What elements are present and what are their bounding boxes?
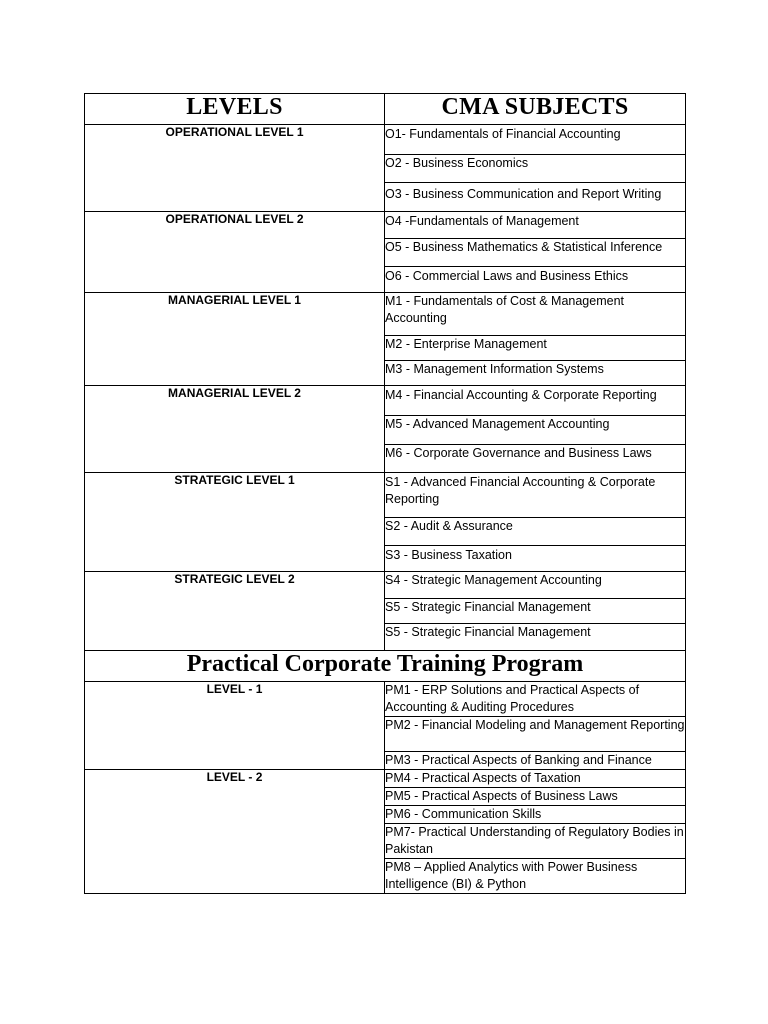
subject-cell: S1 - Advanced Financial Accounting & Corporate Reporting (385, 473, 686, 518)
subject-cell: PM3 - Practical Aspects of Banking and Finance (385, 752, 686, 770)
table-row (85, 125, 686, 155)
subject-cell: PM4 - Practical Aspects of Taxation (385, 770, 686, 788)
subject-cell: M1 - Fundamentals of Cost & Management Accounting (385, 293, 686, 336)
level-cell: STRATEGIC LEVEL 2 (85, 572, 385, 651)
level-cell: OPERATIONAL LEVEL 1 (85, 125, 385, 212)
cma-subjects-table (84, 93, 686, 894)
levels-header: LEVELS (85, 94, 385, 125)
cma-subjects-header: CMA SUBJECTS (385, 94, 686, 125)
subject-cell: M6 - Corporate Governance and Business Laws (385, 445, 686, 473)
subject-cell: S4 - Strategic Management Accounting (385, 572, 686, 599)
table-row (85, 293, 686, 336)
practical-title-row (85, 651, 686, 682)
level-cell: OPERATIONAL LEVEL 2 (85, 212, 385, 293)
table-row (85, 682, 686, 717)
subject-cell: M5 - Advanced Management Accounting (385, 416, 686, 445)
level-cell: LEVEL - 1 (85, 682, 385, 770)
subject-cell: PM1 - ERP Solutions and Practical Aspects of Accounting & Auditing Procedures (385, 682, 686, 717)
subject-cell: M2 - Enterprise Management (385, 336, 686, 361)
subject-cell: O3 - Business Communication and Report Writing (385, 183, 686, 212)
level-cell: MANAGERIAL LEVEL 1 (85, 293, 385, 386)
table-row (85, 212, 686, 239)
level-cell: MANAGERIAL LEVEL 2 (85, 386, 385, 473)
table-row (85, 386, 686, 416)
subject-cell: O6 - Commercial Laws and Business Ethics (385, 267, 686, 293)
level-cell: STRATEGIC LEVEL 1 (85, 473, 385, 572)
subject-cell: PM5 - Practical Aspects of Business Laws (385, 788, 686, 806)
table-row (85, 770, 686, 788)
practical-program-title: Practical Corporate Training Program (85, 651, 686, 682)
subject-cell: O2 - Business Economics (385, 155, 686, 183)
subject-cell: M4 - Financial Accounting & Corporate Reporting (385, 386, 686, 416)
subject-cell: S5 - Strategic Financial Management (385, 624, 686, 651)
subject-cell: PM8 – Applied Analytics with Power Business Intelligence (BI) & Python (385, 859, 686, 894)
subject-cell: O4 -Fundamentals of Management (385, 212, 686, 239)
subject-cell: PM7- Practical Understanding of Regulatory Bodies in Pakistan (385, 824, 686, 859)
subject-cell: S3 - Business Taxation (385, 546, 686, 572)
subject-cell: PM2 - Financial Modeling and Management Reporting (385, 717, 686, 752)
subject-cell: PM6 - Communication Skills (385, 806, 686, 824)
table-row (85, 473, 686, 518)
level-cell: LEVEL - 2 (85, 770, 385, 894)
subject-cell: O1- Fundamentals of Financial Accounting (385, 125, 686, 155)
subject-cell: S5 - Strategic Financial Management (385, 599, 686, 624)
subject-cell: M3 - Management Information Systems (385, 361, 686, 386)
table-header-row (85, 94, 686, 125)
table-row (85, 572, 686, 599)
subject-cell: O5 - Business Mathematics & Statistical Inference (385, 239, 686, 267)
subject-cell: S2 - Audit & Assurance (385, 518, 686, 546)
